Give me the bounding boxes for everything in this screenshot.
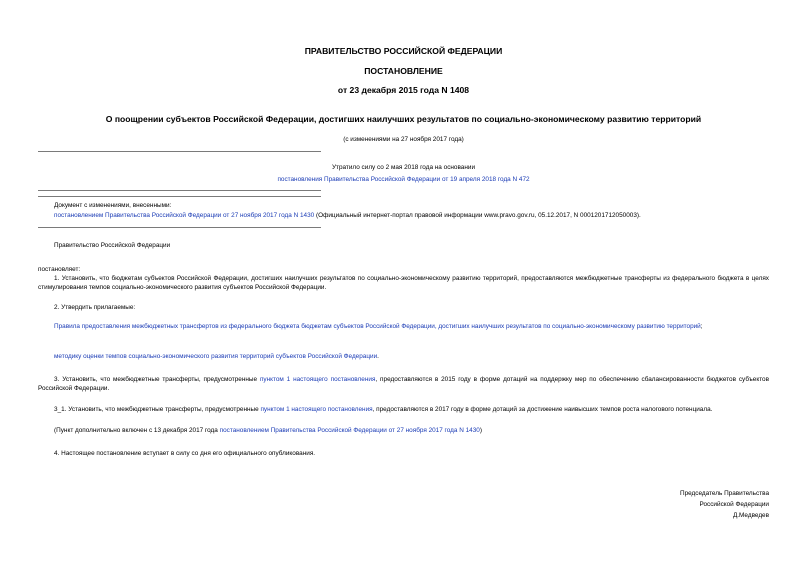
paragraph-3-text: , предоставляются в 2015 году в форме дотаций на поддержку мер по обеспечению сбалансированности бюджетов субъектов Российской Федерации.	[38, 376, 769, 392]
paragraph-3-text: 3. Установить, что межбюджетные трансферты, предусмотренные	[54, 376, 260, 383]
signature-name: Д.Медведев	[732, 512, 769, 519]
divider	[38, 196, 321, 197]
item-1-tail: ;	[700, 323, 703, 330]
item-2-tail: .	[377, 353, 379, 360]
signature-country: Российской Федерации	[699, 501, 769, 508]
government-subject: Правительство Российской Федерации	[54, 242, 171, 249]
resolves-text: постановляет:	[38, 266, 81, 273]
divider	[38, 190, 321, 191]
paragraph-3-1	[38, 405, 769, 414]
paragraph-2: 2. Утвердить прилагаемые:	[54, 304, 136, 311]
paragraph-3	[38, 375, 769, 393]
paragraph-3-1-note	[54, 426, 482, 435]
document-title: О поощрении субъектов Российской Федерации, достигших наилучших результатов по социально-экономическому развитию территорий	[105, 114, 702, 124]
signature-position: Председатель Правительства	[680, 490, 769, 497]
paragraph-3-1-text: , предоставляются в 2017 году в форме дотаций за достижение наивысших темпов роста налогового потенциала.	[372, 406, 713, 413]
date-number-heading: от 23 декабря 2015 года N 1408	[337, 85, 470, 95]
note-amendment-link[interactable]: постановлением Правительства Российской Федерации от 27 ноября 2017 года N 1430	[219, 427, 480, 434]
paragraph-1: 1. Установить, что бюджетам субъектов Российской Федерации, достигших наилучших результатов по социально-экономическому развитию территорий, предоставляются межбюджетные трансферты из федерального бюджета в целях стимулирования темпов социально-экономического развития субъектов Российской Федерации.	[38, 275, 769, 291]
changes-source: (Официальный интернет-портал правовой информации www.pravo.gov.ru, 05.12.2017, N 0001201712050003).	[314, 212, 641, 219]
paragraph-2-item-1	[38, 322, 769, 331]
doc-type-heading: ПОСТАНОВЛЕНИЕ	[364, 66, 443, 76]
point-1-link[interactable]: пунктом 1 настоящего постановления	[260, 406, 373, 413]
divider	[38, 227, 321, 228]
point-1-link[interactable]: пунктом 1 настоящего постановления	[259, 376, 376, 383]
government-heading: ПРАВИТЕЛЬСТВО РОССИЙСКОЙ ФЕДЕРАЦИИ	[304, 46, 503, 56]
paragraph-3-1-text: 3_1. Установить, что межбюджетные трансферты, предусмотренные	[54, 406, 261, 413]
changes-line	[54, 211, 774, 220]
methodology-link[interactable]: методику оценки темпов социально-экономического развития территорий субъектов Российской Федерации	[54, 353, 378, 360]
signature-block	[680, 489, 769, 520]
note-text: )	[479, 427, 482, 434]
divider	[38, 151, 321, 152]
changes-label: Документ с изменениями, внесенными:	[54, 202, 172, 209]
paragraph-2-item-2	[54, 352, 379, 361]
repeal-link[interactable]: постановления Правительства Российской Федерации от 19 апреля 2018 года N 472	[277, 176, 530, 183]
amendments-note: (с изменениями на 27 ноября 2017 года)	[343, 136, 464, 143]
amendment-link[interactable]: постановлением Правительства Российской Федерации от 27 ноября 2017 года N 1430	[54, 212, 315, 219]
rules-link[interactable]: Правила предоставления межбюджетных трансфертов из федерального бюджета бюджетам субъектов Российской Федерации, достигших наилучших результатов по социально-экономическому развитию территорий	[54, 323, 701, 330]
status-text: Утратило силу со 2 мая 2018 года на основании	[331, 164, 476, 171]
note-text: (Пункт дополнительно включен с 13 декабря 2017 года	[54, 427, 220, 434]
paragraph-4: 4. Настоящее постановление вступает в силу со дня его официального опубликования.	[54, 450, 316, 457]
